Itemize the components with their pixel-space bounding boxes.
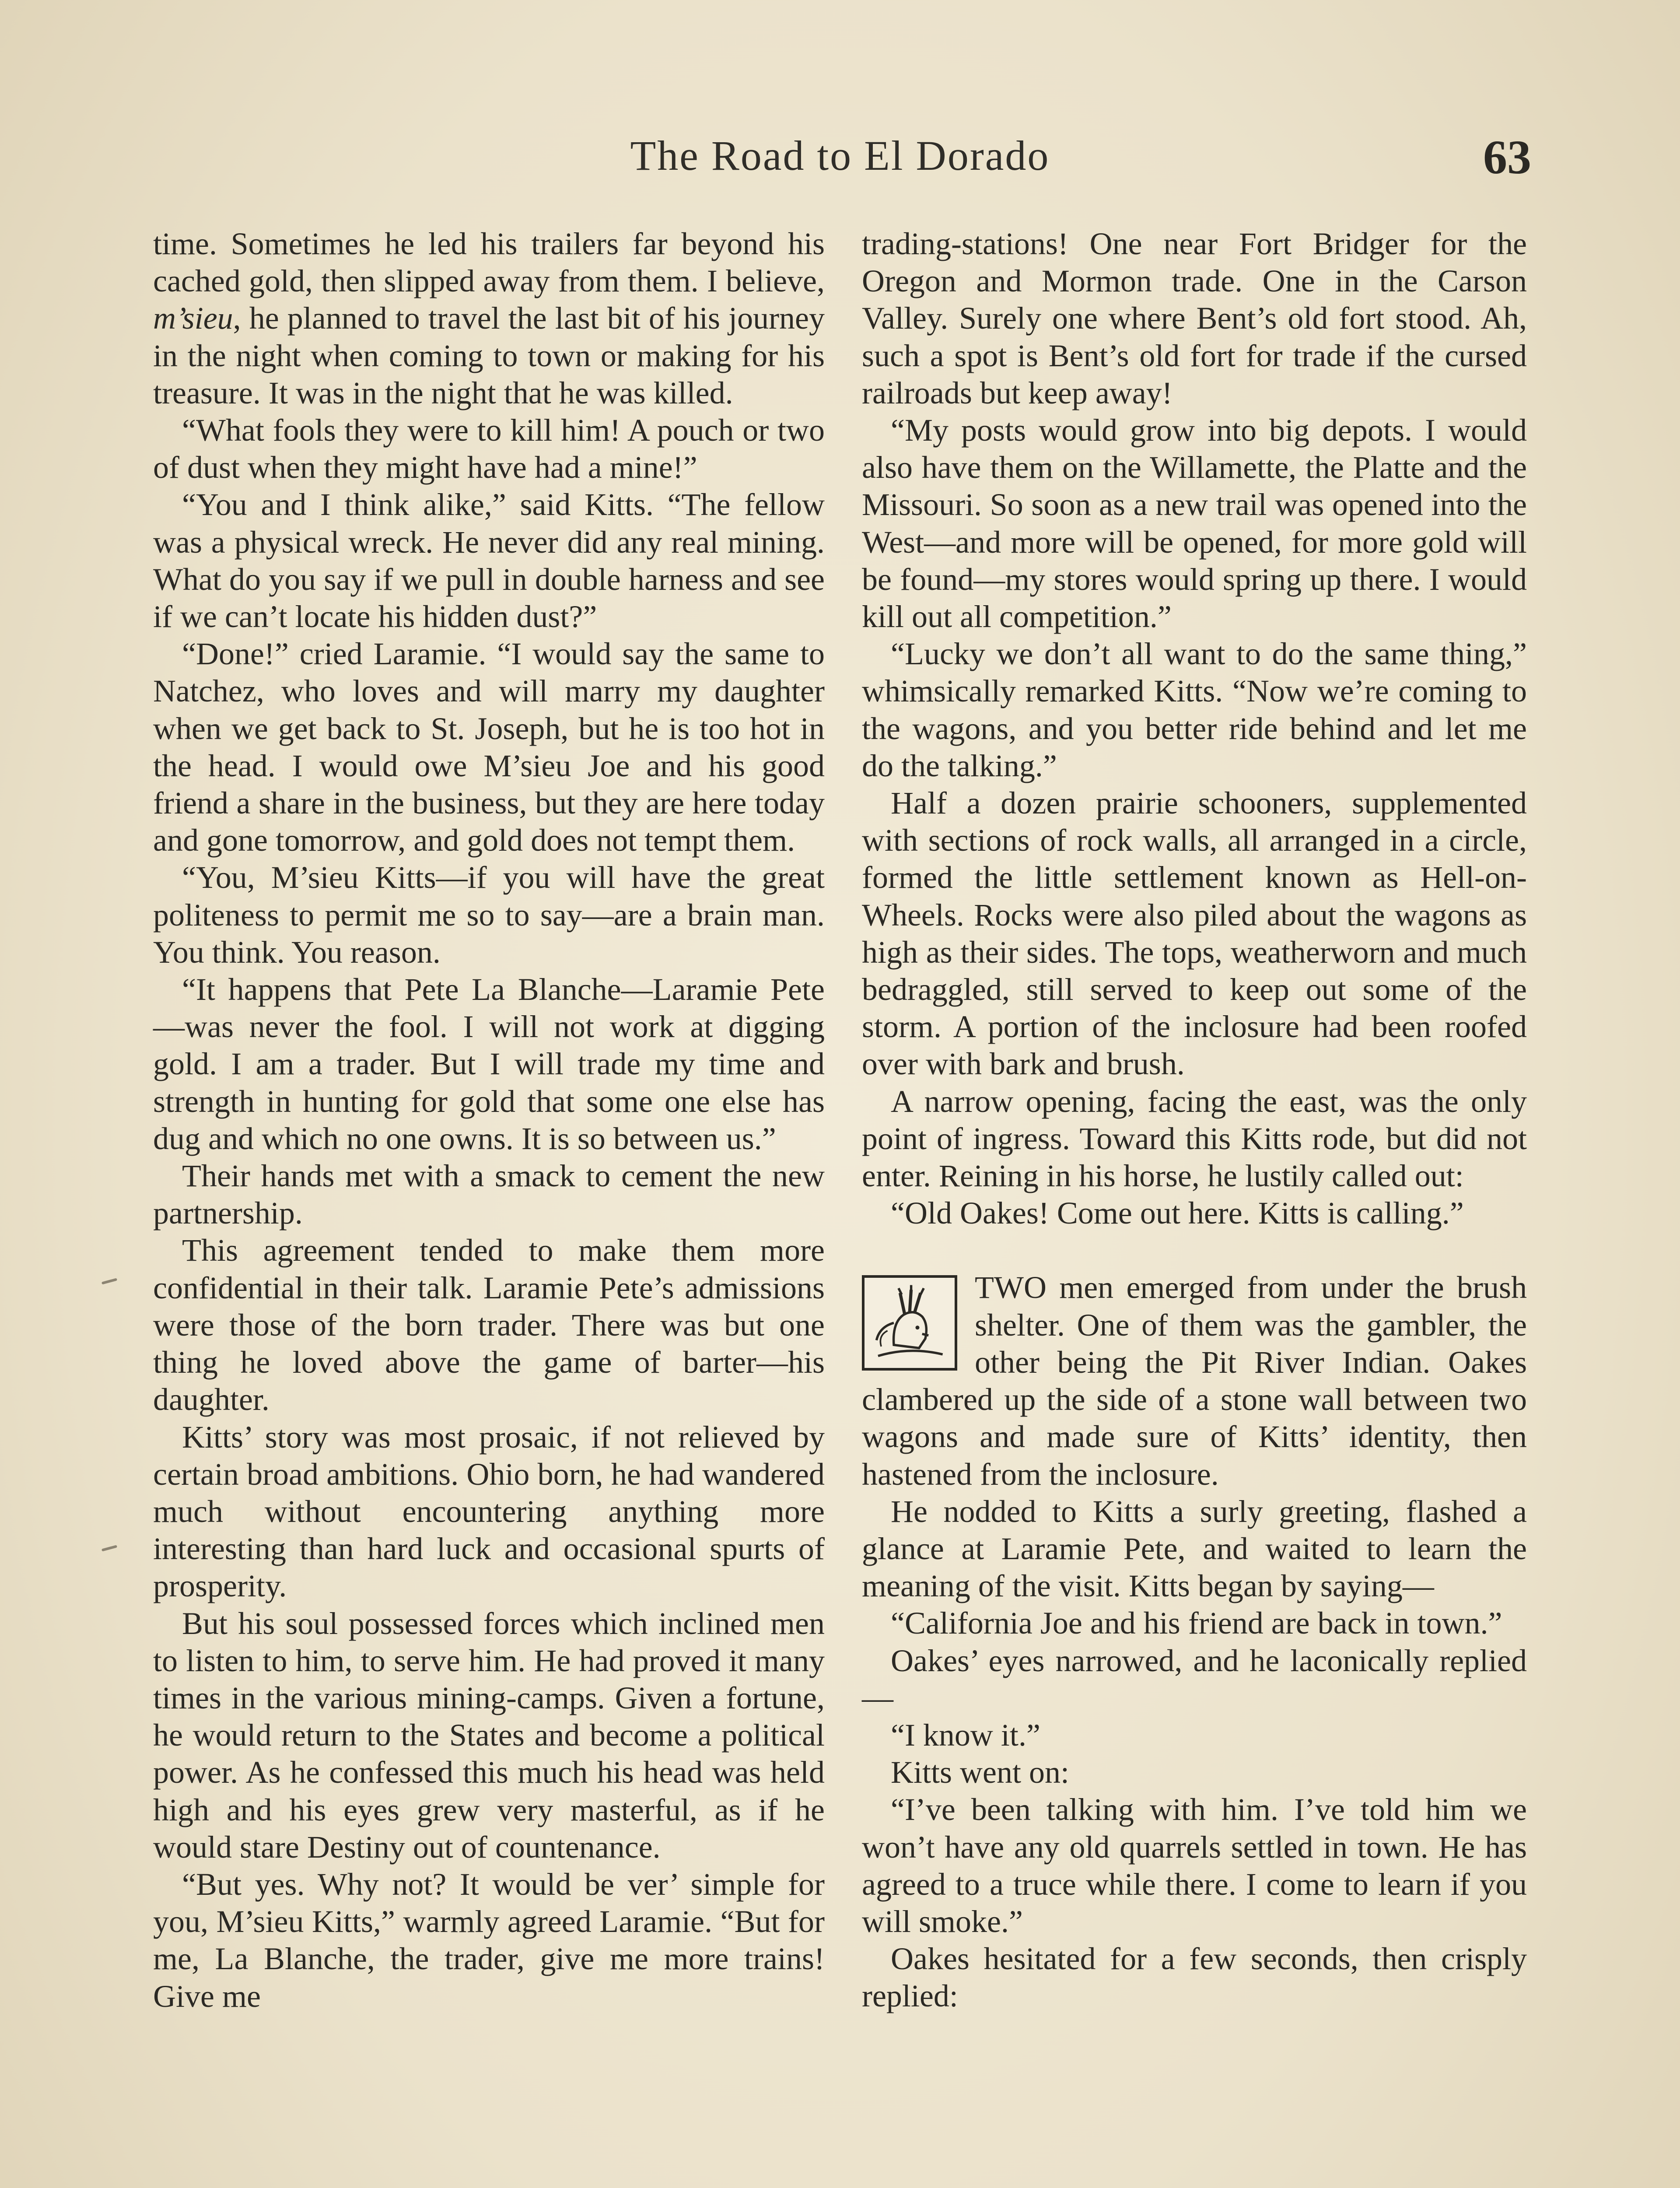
paragraph: “California Joe and his friend are back in town.” [891, 1606, 1502, 1641]
page-number: 63 [1483, 130, 1531, 184]
paragraph: “It happens that Pete La Blanche—Laramie Pete—was never the fool. I will not work at digging gold. I am a trader. But I will trade my time and strength in hunting for gold that some one else has dug and which no one owns. It is so between us.” [153, 972, 825, 1156]
paragraph: “What fools they were to kill him! A pouch or two of dust when they might have had a mine!” [153, 413, 825, 485]
paragraph: Kitts went on: [891, 1755, 1069, 1790]
paragraph: Oakes hesitated for a few seconds, then crisply replied: [862, 1941, 1527, 2014]
section-break [862, 1232, 1527, 1269]
margin-speck [102, 1545, 117, 1551]
margin-speck [102, 1278, 117, 1284]
italic-word: m’sieu [153, 301, 233, 336]
paragraph: “I know it.” [891, 1717, 1040, 1753]
page-header [0, 131, 1680, 188]
paragraph: “Lucky we don’t all want to do the same thing,” whimsically remarked Kitts. “Now we’re coming to the wagons, and you better ride behind and let me do the talking.” [862, 636, 1527, 783]
paragraph [153, 225, 825, 412]
running-title: The Road to El Dorado [630, 132, 1050, 179]
paragraph: “I’ve been talking with him. I’ve told him we won’t have any old quarrels settled in town. He has agreed to a truce while there. I come to learn if you will smoke.” [862, 1792, 1527, 1939]
paragraph-text: TWO men emerged from under the brush shelter. One of them was the gambler, the other being the Pit River Indian. Oakes clambered up the side of a stone wall between two wagons and made sure of Kitts’ identity, then hastened from the inclosure. [862, 1270, 1527, 1492]
paragraph: “Done!” cried Laramie. “I would say the same to Natchez, who loves and will marry my daughter when we get back to St. Joseph, but he is too hot in the head. I would owe M’sieu Joe and his good friend a share in the business, but they are here today and gone tomorrow, and gold does not tempt them. [153, 636, 825, 858]
paragraph-text: time. Sometimes he led his trailers far beyond his cached gold, then slipped away from them. I believe, [153, 226, 825, 299]
paragraph: He nodded to Kitts a surly greeting, flashed a glance at Laramie Pete, and waited to learn the meaning of the visit. Kitts began by saying— [862, 1494, 1527, 1604]
left-column [153, 225, 825, 2015]
paragraph: Oakes’ eyes narrowed, and he laconically replied— [862, 1643, 1527, 1715]
paragraph: But his soul possessed forces which inclined men to listen to him, to serve him. He had proved it many times in the various mining-camps. Given a fortune, he would return to the States and become a political power. As he confessed this much his head was held high and his eyes grew very masterful, as if he would stare Destiny out of countenance. [153, 1606, 825, 1865]
paragraph: Their hands met with a smack to cement the new partnership. [153, 1158, 825, 1231]
paragraph-with-dropcap [862, 1269, 1527, 1493]
paragraph: Half a dozen prairie schooners, supplemented with sections of rock walls, all arranged in a circle, formed the little settlement known as Hell-on-Wheels. Rocks were also piled about the wagons as high as their sides. The tops, weatherworn and much bedraggled, still served to keep out some of the storm. A portion of the inclosure had been roofed over with bark and brush. [862, 785, 1527, 1082]
paragraph: “You, M’sieu Kitts—if you will have the great politeness to permit me so to say—are a brain man. You think. You reason. [153, 860, 825, 970]
paragraph: trading-stations! One near Fort Bridger for the Oregon and Mormon trade. One in the Carson Valley. Surely one where Bent’s old fort stood. Ah, such a spot is Bent’s old fort for trade if the cursed railroads but keep away! [862, 226, 1527, 410]
paragraph: “You and I think alike,” said Kitts. “The fellow was a physical wreck. He never did any real mining. What do you say if we pull in double harness and see if we can’t locate his hidden dust?” [153, 487, 825, 635]
paragraph-text: , he planned to travel the last bit of his journey in the night when coming to town or making for his treasure. It was in the night that he was killed. [153, 301, 825, 410]
right-column [862, 225, 1527, 2015]
paragraph: “But yes. Why not? It would be ver’ simple for you, M’sieu Kitts,” warmly agreed Laramie. “But for me, La Blanche, the trader, give me more trains! Give me [153, 1866, 825, 2014]
paragraph: This agreement tended to make them more confidential in their talk. Laramie Pete’s admissions were those of the born trader. There was but one thing he loved above the game of barter—his daughter. [153, 1233, 825, 1417]
paragraph: “Old Oakes! Come out here. Kitts is calling.” [891, 1196, 1464, 1231]
paragraph: “My posts would grow into big depots. I would also have them on the Willamette, the Platte and the Missouri. So soon as a new trail was opened into the West—and more will be opened, for more gold will be found—my stores would spring up there. I would kill out all competition.” [862, 413, 1527, 635]
indian-head-icon [862, 1275, 957, 1371]
paragraph: A narrow opening, facing the east, was the only point of ingress. Toward this Kitts rode, but did not enter. Reining in his horse, he lustily called out: [862, 1083, 1527, 1194]
paragraph: Kitts’ story was most prosaic, if not relieved by certain broad ambitions. Ohio born, he had wandered much without encountering anything more interesting than hard luck and occasional spurts of prosperity. [153, 1419, 825, 1604]
